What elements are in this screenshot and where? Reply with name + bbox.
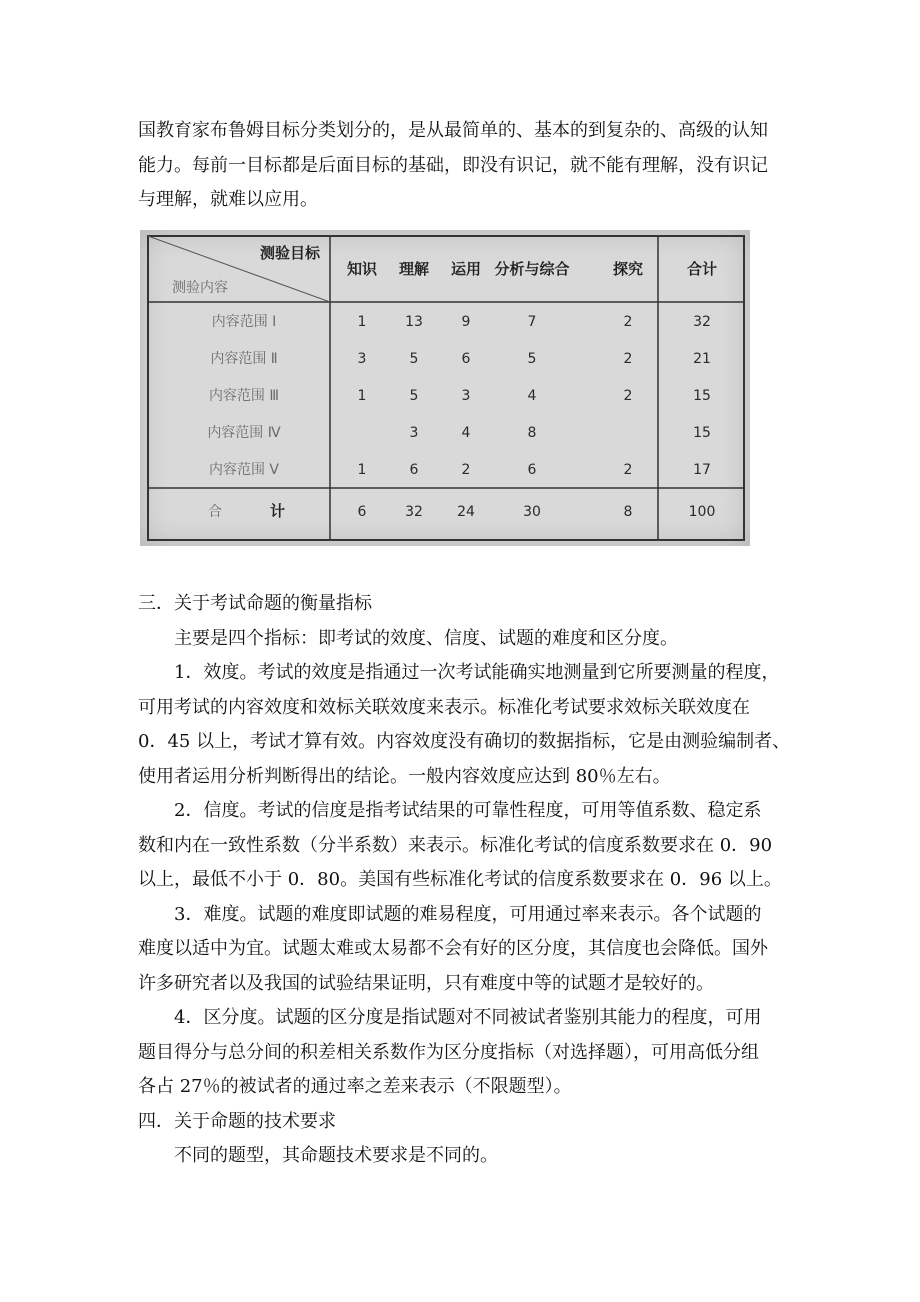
validity-line: 使用者运用分析判断得出的结论。一般内容效度应达到 80％左右。 [138, 765, 671, 787]
table-cell: 2 [623, 314, 633, 330]
column-header: 分析与综合 [494, 260, 570, 278]
table-cell: 15 [693, 388, 711, 404]
column-header: 知识 [346, 260, 378, 278]
table-row [207, 424, 711, 441]
item-discrimination [138, 1001, 788, 1105]
table-cell: 2 [623, 388, 633, 404]
table-cell: 5 [527, 351, 537, 367]
table-cell: 2 [461, 462, 471, 478]
table-cell: 1 [357, 314, 367, 330]
table-cell: 15 [693, 425, 711, 441]
table-cell: 5 [409, 388, 419, 404]
row-label: 内容范围 Ⅲ [208, 388, 280, 404]
intro-line: 能力。每前一目标都是后面目标的基础，即没有识记，就不能有理解，没有识记 [138, 154, 768, 176]
row-label: 内容范围 Ⅳ [207, 425, 281, 441]
item-validity [138, 656, 791, 794]
total-cell: 30 [523, 504, 541, 520]
table-cell: 9 [461, 314, 471, 330]
reliability-line: 2．信度。考试的信度是指考试结果的可靠性程度，可用等值系数、稳定系 [174, 800, 762, 821]
total-row [208, 502, 715, 520]
table-cell: 2 [623, 462, 633, 478]
validity-line: 1．效度。考试的效度是指通过一次考试能确实地测量到它所要测量的程度， [174, 662, 780, 683]
table-cell: 1 [357, 388, 367, 404]
item-reliability [138, 794, 788, 898]
section-4-heading: 四．关于命题的技术要求 [138, 1110, 336, 1132]
difficulty-line: 许多研究者以及我国的试验结果证明，只有难度中等的试题才是较好的。 [138, 972, 714, 994]
difficulty-line: 3．难度。试题的难度即试题的难易程度，可用通过率来表示。各个试题的 [174, 903, 762, 925]
total-cell: 6 [357, 504, 367, 520]
reliability-line: 以上，最低不小于 0．80。美国有些标准化考试的信度系数要求在 0．96 以上。 [138, 869, 782, 890]
column-header: 探究 [612, 260, 644, 278]
table-cell: 6 [409, 462, 419, 478]
table-cell: 5 [409, 351, 419, 367]
reliability-line: 数和内在一致性系数（分半系数）来表示。标准化考试的信度系数要求在 0．90 [138, 834, 773, 856]
objective-table [140, 230, 750, 546]
row-label: 内容范围 I [211, 314, 277, 330]
table-cell: 3 [409, 425, 419, 441]
total-cell: 100 [688, 504, 716, 520]
table-cell: 17 [693, 462, 711, 478]
column-headers [347, 260, 717, 278]
discrimination-line: 4．区分度。试题的区分度是指试题对不同被试者鉴别其能力的程度，可用 [174, 1007, 762, 1028]
column-header: 合计 [686, 260, 718, 278]
corner-header-bottom: 测验内容 [172, 280, 228, 296]
table-cell: 3 [357, 351, 367, 367]
table-row [209, 461, 711, 478]
item-difficulty [138, 898, 788, 1002]
table-cell: 21 [693, 351, 711, 367]
total-label-b: 计 [270, 502, 286, 520]
total-label-a: 合 [208, 504, 222, 520]
table-cell: 1 [357, 462, 367, 478]
intro-line: 国教育家布鲁姆目标分类划分的，是从最简单的、基本的到复杂的、高级的认知 [138, 120, 768, 141]
validity-line: 0．45 以上，考试才算有效。内容效度没有确切的数据指标，它是由测验编制者、 [138, 731, 791, 752]
total-cell: 32 [405, 504, 423, 520]
table-cell: 32 [693, 314, 711, 330]
row-label: 内容范围 Ⅱ [210, 351, 278, 367]
table-cell: 3 [461, 388, 471, 404]
table-row [210, 350, 711, 367]
difficulty-line: 难度以适中为宜。试题太难或太易都不会有好的区分度，其信度也会降低。国外 [138, 938, 768, 959]
column-header: 理解 [398, 260, 430, 278]
section-3-summary: 主要是四个指标：即考试的效度、信度、试题的难度和区分度。 [174, 627, 678, 649]
table-row [212, 313, 711, 330]
corner-header-top: 测验目标 [259, 244, 320, 262]
intro-line: 与理解，就难以应用。 [138, 189, 318, 210]
table-cell: 4 [461, 425, 471, 441]
column-header: 运用 [450, 260, 482, 278]
section-3 [138, 587, 791, 1174]
intro-paragraph [138, 114, 788, 218]
table-row [209, 387, 711, 404]
table-body [207, 313, 711, 478]
table-cell: 4 [527, 388, 537, 404]
table-cell: 6 [527, 462, 537, 478]
total-cell: 8 [623, 504, 633, 520]
table-cell: 13 [405, 314, 423, 330]
section-4-summary: 不同的题型，其命题技术要求是不同的。 [174, 1145, 498, 1166]
row-label: 内容范围 V [208, 462, 280, 478]
scanned-table-image [140, 230, 750, 546]
table-cell: 8 [527, 425, 537, 441]
table-cell: 7 [527, 314, 537, 330]
validity-line: 可用考试的内容效度和效标关联效度来表示。标准化考试要求效标关联效度在 [138, 696, 750, 718]
total-cell: 24 [457, 504, 475, 520]
discrimination-line: 题目得分与总分间的积差相关系数作为区分度指标（对选择题），可用高低分组 [138, 1041, 759, 1063]
section-3-heading: 三．关于考试命题的衡量指标 [138, 593, 372, 614]
table-cell: 2 [623, 351, 633, 367]
discrimination-line: 各占 27％的被试者的通过率之差来表示（不限题型）。 [138, 1076, 572, 1097]
table-cell: 6 [461, 351, 471, 367]
